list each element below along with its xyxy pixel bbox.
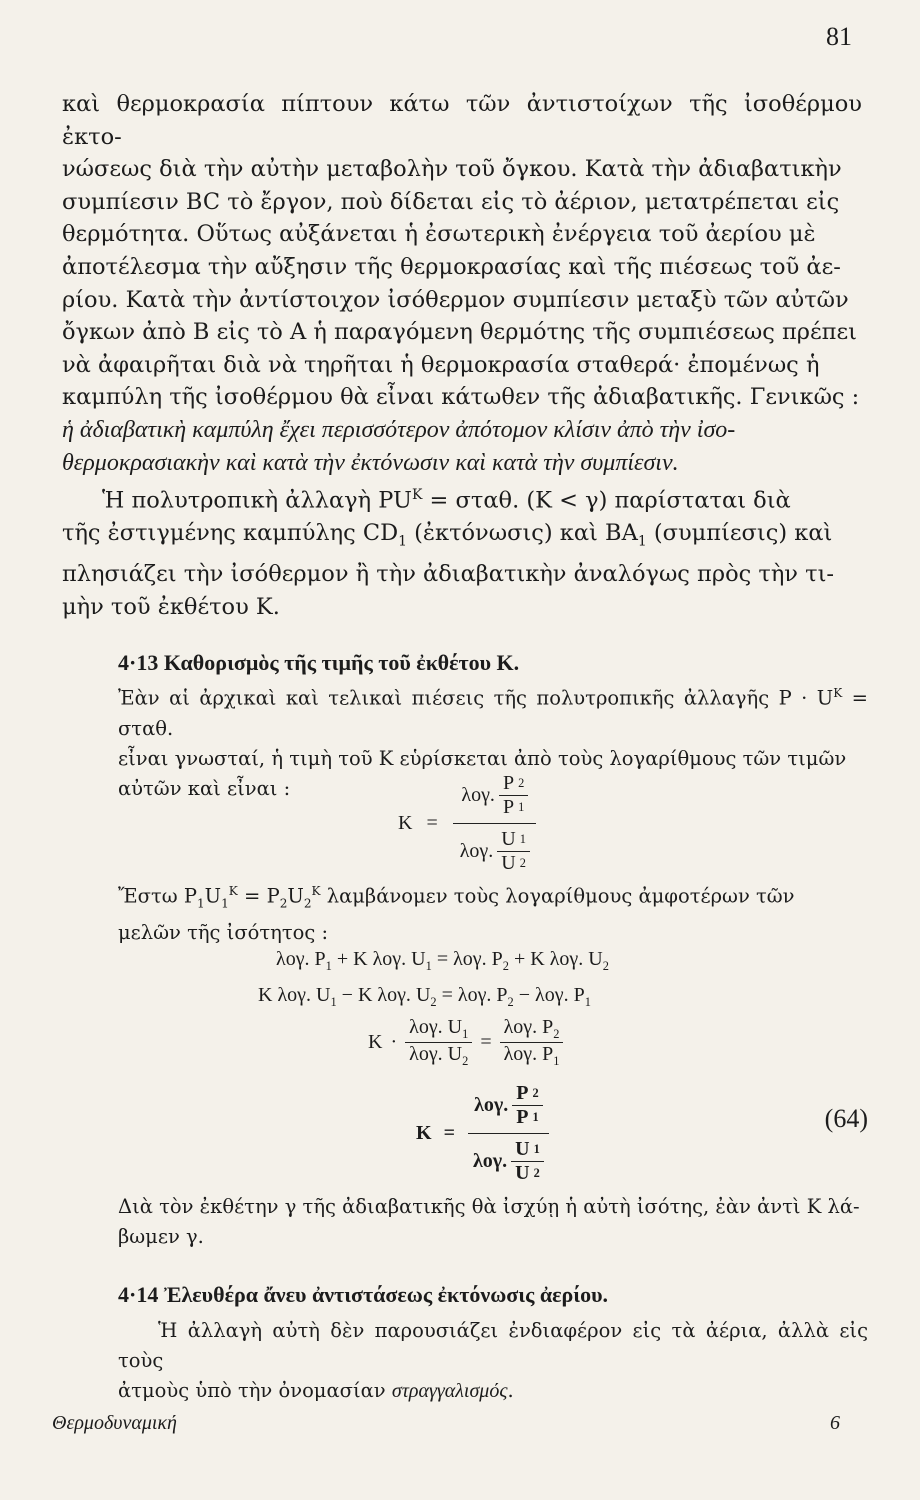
symbol: U — [588, 948, 603, 970]
numerator — [468, 1078, 549, 1134]
operator: − — [341, 984, 353, 1006]
log-label: λογ. — [277, 984, 311, 1006]
text-line — [118, 678, 868, 744]
exponent: K — [228, 884, 238, 898]
log-label: λογ. — [472, 1150, 508, 1172]
subscript: 1 — [584, 995, 591, 1009]
numerator — [497, 828, 530, 852]
paragraph-estw — [118, 876, 868, 948]
symbol: U — [411, 948, 426, 970]
text-line: μελῶν τῆς ἰσότητος : — [118, 921, 329, 945]
k-symbol: K — [368, 1031, 383, 1053]
big-fraction — [452, 768, 538, 879]
text-line: αὐτῶν καὶ εἶναι : — [118, 776, 291, 800]
text-span: Ἡ πολυτροπικὴ ἀλλαγὴ PU — [102, 487, 412, 514]
denominator — [497, 852, 530, 875]
text-span: . — [507, 1379, 514, 1402]
ratio-fraction — [512, 1082, 542, 1129]
symbol: U — [415, 984, 431, 1006]
subscript: 1 — [519, 832, 526, 846]
log-ratio-fraction — [405, 1016, 472, 1069]
subscript: 2 — [507, 995, 514, 1009]
text-line: καμπύλη τῆς ἰσοθέρμου θὰ εἶναι κάτωθεν τῆς ἀδιαβατικῆς. Γενικῶς : — [62, 384, 860, 411]
equation-ratio — [368, 1016, 563, 1069]
equation-log-sum — [276, 948, 609, 974]
log-label: λογ. — [535, 984, 569, 1006]
text-line: νὰ ἀφαιρῆται διὰ νὰ τηρῆται ἡ θερμοκρασία σταθερά· ἐπομένως ἡ — [62, 351, 820, 378]
ratio-fraction — [497, 828, 530, 875]
k-symbol: K — [416, 1122, 432, 1144]
subscript: 2 — [519, 856, 526, 870]
italic-line: θερμοκρασιακὴν καὶ κατὰ τὴν ἐκτόνωσιν καὶ κατὰ τὴν συμπίεσιν. — [62, 449, 679, 476]
denominator — [499, 796, 528, 819]
text-line — [118, 876, 868, 918]
subscript: 2 — [532, 1086, 539, 1100]
denominator — [452, 824, 538, 879]
subscript: 1 — [532, 1110, 539, 1124]
log-label: λογ. — [372, 948, 407, 970]
footer-signature-number: 6 — [830, 1412, 840, 1434]
log-label: λογ. — [474, 1094, 509, 1116]
log-label: λογ. — [549, 948, 584, 970]
exponent: K — [833, 686, 843, 700]
subscript: 1 — [196, 896, 205, 911]
ratio-fraction — [499, 772, 528, 819]
section-heading-4-14: 4·14 Ἐλευθέρα ἄνευ ἀντιστάσεως ἐκτόνωσις ἀερίου. — [118, 1282, 609, 1307]
numerator — [499, 772, 528, 796]
paragraph-adiabatic-exponent — [118, 1192, 868, 1252]
symbol: U — [447, 1016, 463, 1038]
symbol: U — [515, 1138, 530, 1160]
symbol: P — [502, 796, 515, 818]
log-label: λογ. — [503, 1043, 538, 1065]
symbol: U — [501, 852, 516, 874]
symbol: P — [516, 1106, 529, 1128]
equation-number: (64) — [824, 1104, 868, 1133]
text-span: = σταθ. (K < γ) παρίσταται διὰ — [422, 487, 791, 514]
denominator — [405, 1043, 472, 1069]
operator: + — [513, 948, 526, 970]
equals-sign: = — [436, 948, 449, 970]
symbol: P — [573, 984, 585, 1006]
text-line: ἀποτέλεσμα τὴν αὔξησιν τῆς θερμοκρασίας καὶ τῆς πιέσεως τοῦ ἀε- — [62, 253, 841, 280]
symbol: P — [496, 984, 508, 1006]
text-span: ἀτμοὺς ὑπὸ τὴν ὀνομασίαν — [118, 1379, 392, 1402]
text-span: τῆς ἐστιγμένης καμπύλης CD — [62, 520, 399, 547]
log-label: λογ. — [459, 840, 494, 862]
text-line — [118, 1376, 868, 1406]
equals-sign: = — [480, 1031, 492, 1053]
numerator — [511, 1138, 544, 1162]
equation-log-difference — [258, 984, 591, 1010]
subscript: 1 — [518, 800, 525, 814]
subscript: 2 — [518, 776, 525, 790]
denominator — [511, 1162, 544, 1185]
subscript: 1 — [221, 896, 229, 911]
symbol: P — [516, 1082, 529, 1104]
subscript: 1 — [637, 533, 647, 550]
symbol: U — [501, 828, 516, 850]
subscript: 2 — [279, 896, 288, 911]
numerator — [453, 768, 536, 824]
subscript: 2 — [533, 1166, 540, 1180]
polytropic-line-4: μὴν τοῦ ἐκθέτου K. — [62, 593, 280, 620]
subscript: 1 — [462, 1027, 469, 1041]
text-span: = P — [237, 884, 280, 908]
symbol: P — [542, 1043, 554, 1065]
text-span: = σταθ. — [118, 686, 868, 740]
text-line: θερμότητα. Οὕτως αὐξάνεται ἡ ἐσωτερικὴ ἐνέργεια τοῦ ἀερίου μὲ — [62, 221, 816, 248]
symbol: U — [515, 1162, 530, 1184]
polytropic-line-2 — [62, 517, 862, 558]
log-label: λογ. — [503, 1016, 538, 1038]
subscript: 2 — [303, 896, 312, 911]
k-symbol: K — [398, 812, 413, 834]
ratio-fraction — [511, 1138, 544, 1185]
operator: · — [390, 1031, 398, 1053]
text-line: καὶ θερμοκρασία πίπτουν κάτω τῶν ἀντιστοίχων τῆς ἰσοθέρμου ἐκτο- — [62, 91, 862, 150]
operator: − — [518, 984, 531, 1006]
subscript: 1 — [398, 533, 407, 550]
subscript: 1 — [533, 1142, 540, 1156]
text-span: λαμβάνομεν τοὺς λογαρίθμους ἀμφοτέρων τῶν — [320, 884, 795, 908]
text-line: βωμεν γ. — [118, 1225, 204, 1248]
paragraph-4-14 — [118, 1316, 868, 1406]
text-line: συμπίεσιν BC τὸ ἔργον, ποὺ δίδεται εἰς τὸ ἀέριον, μετατρέπεται εἰς — [62, 188, 840, 215]
symbol: U — [316, 984, 331, 1006]
intro-paragraph — [62, 88, 862, 624]
big-fraction — [467, 1078, 550, 1189]
k-symbol: K — [258, 984, 273, 1006]
log-label: λογ. — [377, 984, 411, 1006]
log-ratio-fraction — [500, 1016, 564, 1069]
log-label: λογ. — [453, 948, 487, 970]
text-span: Ἔστω P — [118, 884, 197, 908]
text-line: εἶναι γνωσταί, ἡ τιμὴ τοῦ K εὑρίσκεται ἀπὸ τοὺς λογαρίθμους τῶν τιμῶν — [118, 746, 847, 770]
denominator — [500, 1043, 564, 1069]
numerator — [405, 1016, 472, 1043]
italic-line: ἡ ἀδιαβατικὴ καμπύλη ἔχει περισσότερον ἀπότομον κλίσιν ἀπὸ τὴν ἰσο- — [62, 416, 736, 443]
equals-sign: = — [426, 812, 438, 834]
subscript: 2 — [602, 959, 609, 973]
equals-sign: = — [441, 984, 453, 1006]
text-line: ρίου. Κατὰ τὴν ἀντίστοιχον ἰσόθερμον συμπίεσιν μεταξὺ τῶν αὐτῶν — [62, 286, 849, 313]
subscript: 1 — [425, 959, 432, 973]
symbol: U — [287, 884, 304, 908]
numerator — [500, 1016, 564, 1043]
symbol: P — [491, 948, 503, 970]
text-line: ὄγκων ἀπὸ B εἰς τὸ A ἡ παραγόμενη θερμότης τῆς συμπιέσεως πρέπει — [62, 319, 857, 346]
log-label: λογ. — [409, 1043, 443, 1065]
polytropic-line-1 — [62, 479, 862, 517]
text-line: Διὰ τὸν ἐκθέτην γ τῆς ἀδιαβατικῆς θὰ ἰσχύῃ ἡ αὐτὴ ἰσότης, ἐὰν ἀντὶ K λά- — [118, 1195, 860, 1218]
symbol: P — [502, 772, 515, 794]
symbol: U — [204, 884, 222, 908]
symbol: P — [314, 948, 326, 970]
subscript: 2 — [430, 995, 437, 1009]
equation-k-definition — [398, 768, 538, 879]
log-label: λογ. — [457, 984, 492, 1006]
denominator — [512, 1106, 542, 1129]
text-line: νώσεως διὰ τὴν αὐτὴν μεταβολὴν τοῦ ὄγκου. Κατὰ τὴν ἀδιαβατικὴν — [62, 156, 842, 183]
subscript: 2 — [502, 959, 509, 973]
text-span: (συμπίεσις) καὶ — [646, 520, 833, 547]
subscript: 2 — [462, 1054, 469, 1068]
symbol: U — [447, 1043, 463, 1065]
k-symbol: K — [357, 984, 373, 1006]
numerator — [512, 1082, 542, 1106]
log-label: λογ. — [276, 948, 310, 970]
footer-book-title: Θερμοδυναμική — [52, 1412, 177, 1434]
text-span: (ἐκτόνωσις) καὶ BA — [407, 520, 638, 547]
page-number: 81 — [826, 22, 852, 51]
text-line: Ἡ ἀλλαγὴ αὐτὴ δὲν παρουσιάζει ἐνδιαφέρον εἰς τὰ ἀέρια, ἀλλὰ εἰς τοὺς — [118, 1319, 868, 1372]
polytropic-line-3: πλησιάζει τὴν ἰσόθερμον ἢ τὴν ἀδιαβατικὴν ἀναλόγως πρὸς τὴν τι- — [62, 561, 834, 588]
text-span: Ἐὰν αἱ ἀρχικαὶ καὶ τελικαὶ πιέσεις τῆς πολυτροπικῆς ἀλλαγῆς P · U — [118, 686, 834, 710]
symbol: P — [542, 1016, 554, 1038]
k-symbol: K — [353, 948, 368, 970]
subscript: 1 — [553, 1054, 560, 1068]
italic-term: στραγγαλισμός — [391, 1380, 508, 1402]
log-label: λογ. — [461, 784, 495, 806]
operator: + — [336, 948, 349, 970]
denominator — [467, 1134, 550, 1189]
subscript: 2 — [553, 1027, 560, 1041]
equation-64 — [416, 1078, 550, 1189]
subscript: 1 — [325, 959, 332, 973]
log-label: λογ. — [409, 1016, 443, 1038]
exponent: K — [411, 487, 423, 504]
subscript: 1 — [330, 995, 337, 1009]
exponent: K — [311, 884, 321, 898]
equals-sign: = — [443, 1122, 455, 1144]
k-symbol: K — [530, 948, 545, 970]
section-heading-4-13: 4·13 Καθορισμὸς τῆς τιμῆς τοῦ ἐκθέτου K. — [118, 650, 520, 675]
